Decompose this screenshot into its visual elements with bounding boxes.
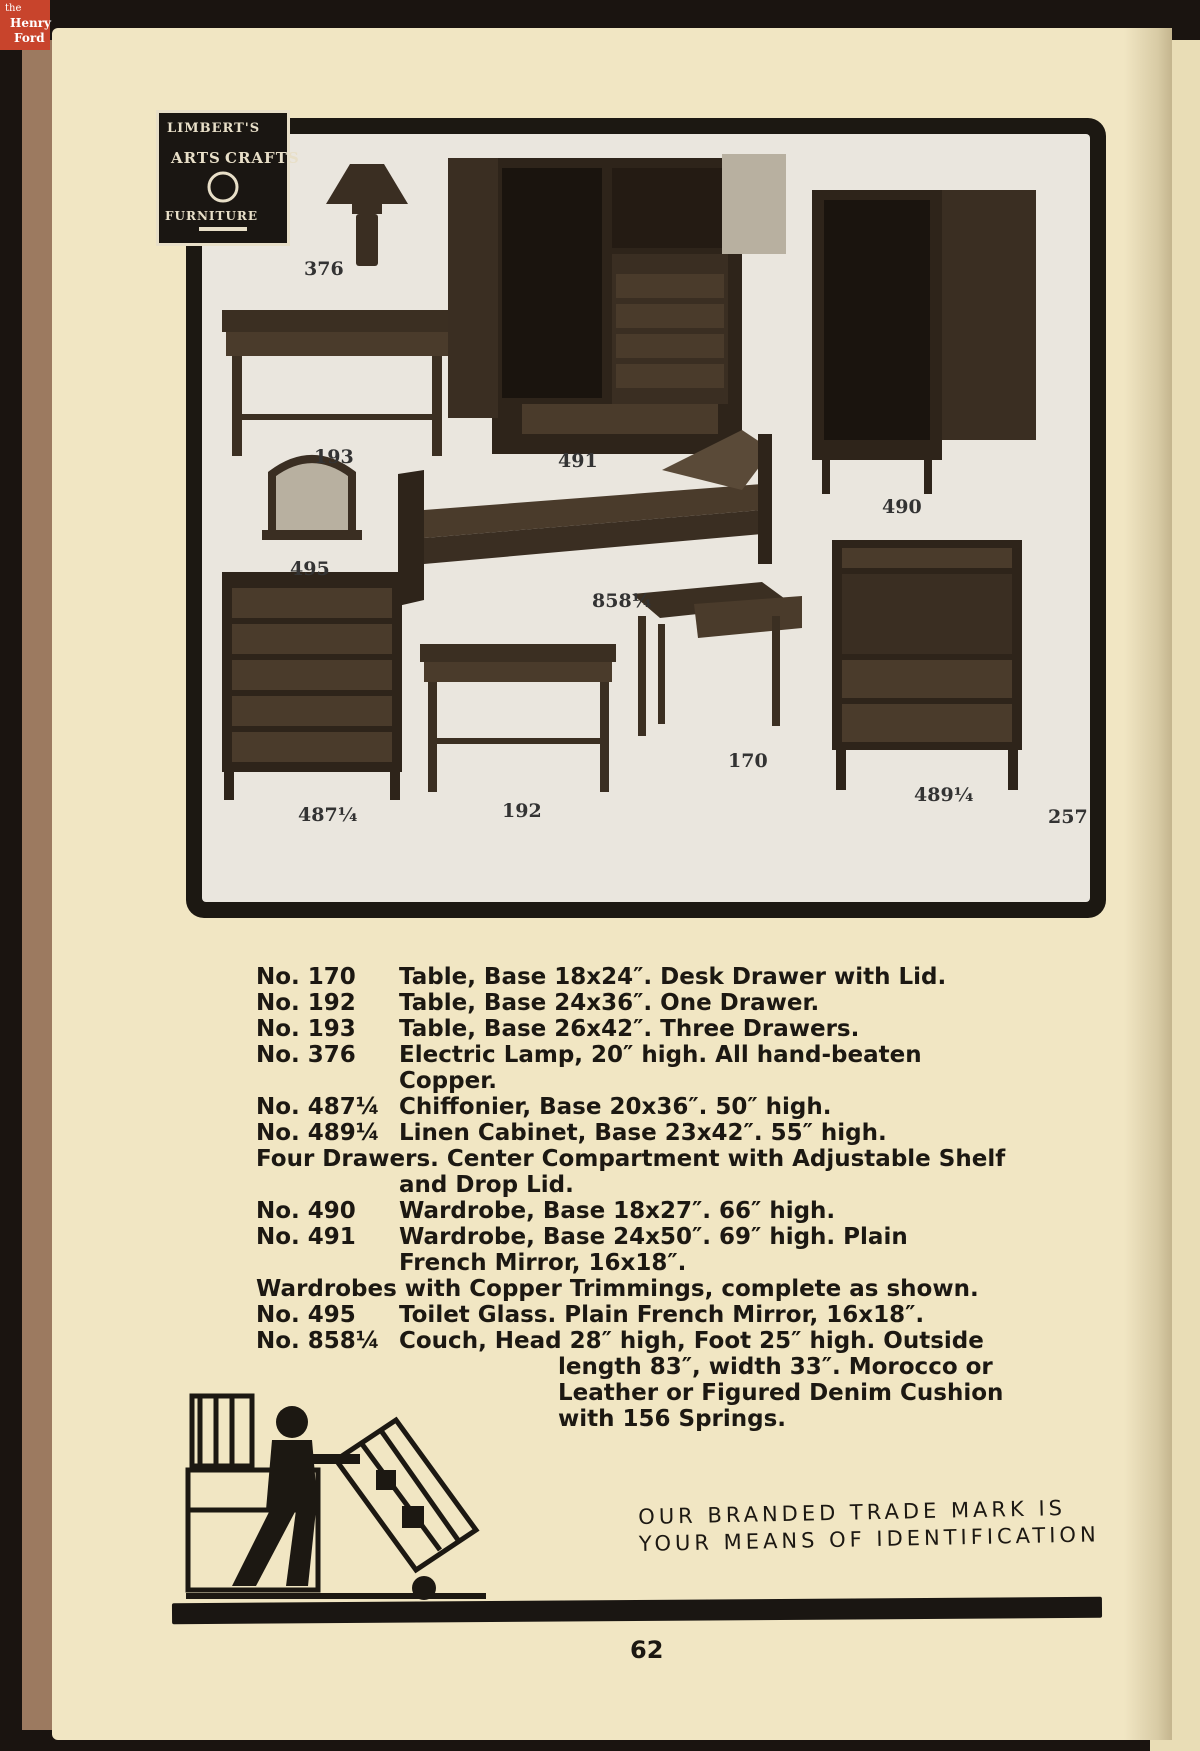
wardrobe-491-drawing — [448, 154, 786, 454]
trademark-note — [638, 1494, 1109, 1558]
spec-continuation: Copper. — [399, 1068, 498, 1094]
spec-description: Wardrobe, Base 18x27″. 66″ high. — [399, 1198, 836, 1224]
table-193-drawing — [222, 310, 452, 456]
spec-continuation: length 83″, width 33″. Morocco or — [558, 1354, 993, 1380]
label-170: 170 — [728, 750, 768, 772]
spec-row — [256, 1042, 1016, 1068]
badge-the: the — [5, 3, 22, 14]
label-193: 193 — [314, 446, 354, 468]
spec-row — [256, 1224, 1016, 1250]
label-491: 491 — [558, 450, 598, 472]
logo-text-furniture: FURNITURE — [165, 209, 259, 223]
table-192-drawing — [420, 644, 616, 792]
label-376: 376 — [304, 258, 344, 280]
spec-continuation: French Mirror, 16x18″. — [399, 1250, 687, 1276]
spec-row — [256, 1198, 1016, 1224]
label-192: 192 — [502, 800, 542, 822]
spec-description: Table, Base 18x24″. Desk Drawer with Lid. — [399, 964, 947, 990]
spec-number: No. 495 — [256, 1302, 356, 1328]
furniture-photograph — [186, 118, 1106, 918]
spec-description: Chiffonier, Base 20x36″. 50″ high. — [399, 1094, 832, 1120]
spec-number: No. 193 — [256, 1016, 356, 1042]
spec-number: No. 858¼ — [256, 1328, 380, 1354]
photo-area — [202, 134, 1090, 902]
spec-number: No. 192 — [256, 990, 356, 1016]
mover-illustration — [186, 1380, 526, 1610]
spec-row — [256, 1328, 1016, 1354]
label-257: 257 — [1048, 806, 1088, 828]
logo-text-limberts: LIMBERT'S — [167, 121, 261, 136]
spec-description: Wardrobe, Base 24x50″. 69″ high. Plain — [399, 1224, 908, 1250]
spec-number: No. 490 — [256, 1198, 356, 1224]
spec-row — [256, 1016, 1016, 1042]
spec-four-drawers: Four Drawers. Center Compartment with Adjustable Shelf — [256, 1146, 1006, 1172]
spec-number: No. 491 — [256, 1224, 356, 1250]
spine-shadow — [1124, 28, 1172, 1740]
trademark-line-2: YOUR MEANS OF IDENTIFICATION — [638, 1522, 1100, 1556]
label-495: 495 — [290, 558, 330, 580]
spec-description: Table, Base 24x36″. One Drawer. — [399, 990, 820, 1016]
book-cover-edge — [22, 40, 56, 1730]
label-490: 490 — [882, 496, 922, 518]
badge-ford: Ford — [14, 31, 45, 45]
page-number: 62 — [630, 1636, 664, 1664]
limberts-logo — [156, 110, 300, 246]
spec-description: Table, Base 26x42″. Three Drawers. — [399, 1016, 860, 1042]
wardrobe-490-drawing — [812, 190, 1036, 494]
chiffonier-487-drawing — [222, 572, 402, 800]
spec-number: No. 489¼ — [256, 1120, 380, 1146]
spec-continuation: with 156 Springs. — [558, 1406, 787, 1432]
spec-number: No. 487¼ — [256, 1094, 380, 1120]
spec-continuation: Leather or Figured Denim Cushion — [558, 1380, 1004, 1406]
spec-row — [256, 1302, 1016, 1328]
logo-text-arts: ARTS — [171, 149, 221, 167]
spec-wardrobes-note: Wardrobes with Copper Trimmings, complete as shown. — [256, 1276, 979, 1302]
table-170-drawing — [632, 582, 802, 736]
henry-ford-badge — [0, 0, 50, 50]
logo-craftsman-emblem — [159, 113, 287, 243]
spec-description: Linen Cabinet, Base 23x42″. 55″ high. — [399, 1120, 887, 1146]
spec-description: Couch, Head 28″ high, Foot 25″ high. Outside — [399, 1328, 984, 1354]
linen-cabinet-489-drawing — [832, 540, 1022, 790]
badge-henry: Henry — [10, 16, 51, 30]
trademark-line-1: OUR BRANDED TRADE MARK IS — [638, 1496, 1067, 1529]
label-858-quarter: 858¼ — [592, 590, 652, 612]
spec-row — [256, 1120, 1016, 1146]
label-489-quarter: 489¼ — [914, 784, 974, 806]
lamp-376-drawing — [326, 164, 408, 266]
spec-continuation: and Drop Lid. — [399, 1172, 574, 1198]
spec-description: Electric Lamp, 20″ high. All hand-beaten — [399, 1042, 922, 1068]
spec-number: No. 170 — [256, 964, 356, 990]
logo-text-crafts: CRAFTS — [225, 149, 300, 167]
spec-row — [256, 964, 1016, 990]
spec-description: Toilet Glass. Plain French Mirror, 16x18″. — [399, 1302, 925, 1328]
spec-number: No. 376 — [256, 1042, 356, 1068]
spec-row — [256, 1094, 1016, 1120]
specifications-list — [256, 964, 1016, 1432]
spec-row — [256, 990, 1016, 1016]
label-487-quarter: 487¼ — [298, 804, 358, 826]
mirror-495-drawing — [262, 459, 362, 540]
